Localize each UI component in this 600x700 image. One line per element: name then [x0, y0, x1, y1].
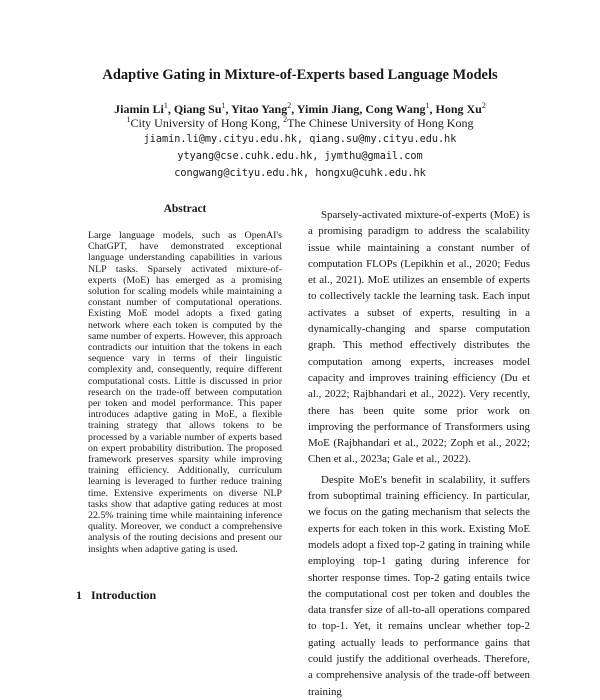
author: Yitao Yang$^2$ — [231, 101, 292, 116]
email-line: ytyang@cse.cuhk.edu.hk, jymthu@gmail.com — [177, 150, 423, 162]
paper-title: Adaptive Gating in Mixture-of-Experts based Language Models — [102, 67, 498, 83]
author: Yimin Jiang — [296, 102, 360, 116]
abstract-text: Large language models, such as OpenAI's ChatGPT, have demonstrated exceptional language understanding capabilities in various NLP tasks. Sparsely activated mixture-of-experts (MoE) has emerged as a promising solution for scaling models while maintaining a constant number of computational operations. Existing MoE model adopts a fixed gating network where each token is computed by the same number of experts. However, this approach contradicts our intuition that the tokens in each sequence vary in terms of their linguistic complexity and, consequently, require different computational costs. Little is discussed in prior research on the trade-off between computation per token and model performance. This paper introduces adaptive gating in MoE, a flexible training strategy that allows tokens to be processed by a variable number of experts based on expert probability distribution. The proposed framework preserves sparsity while improving training efficiency. Additionally, curriculum learning is leveraged to further reduce training time. Extensive experiments on diverse NLP tasks show that adaptive gating reduces at most 22.5% training time while maintaining inference quality. Moreover, we conduct a comprehensive analysis of the routing decisions and present our insights when adaptive gating is used. — [88, 230, 282, 555]
author-emails — [0, 132, 600, 182]
author: Jiamin Li$^1$ — [114, 101, 168, 116]
affiliations: $^1$City University of Hong Kong, $^2$The Chinese University of Hong Kong — [126, 115, 474, 130]
body-paragraph: Sparsely-activated mixture-of-experts (MoE) is a promising paradigm to address the scalability issue while maintaining a constant number of computation FLOPs (Lepikhin et al., 2020; Fedus et al., 2021). MoE utilizes an ensemble of experts to collectively tackle the learning task. Each input activates a subset of experts, resulting in a dynamically-changing and sparse computation graph. This method effectively distributes the computation among experts, increases model capacity and improves training efficiency (Du et al., 2022; Rajbhandari et al., 2022). Very recently, there has been quite some prior work on improving the performance of Transformers using MoE (Rajbhandari et al., 2022; Zoph et al., 2022; Chen et al., 2023a; Gale et al., 2022). — [308, 209, 530, 466]
author: Qiang Su$^1$ — [173, 101, 226, 116]
email-line: congwang@cityu.edu.hk, hongxu@cuhk.edu.hk — [174, 167, 426, 179]
author: Hong Xu$^2$ — [435, 101, 486, 116]
author-list: Jiamin Li$^1$, Qiang Su$^1$, Yitao Yang$^2$, Yimin Jiang, Cong Wang$^1$, Hong Xu$^2$ — [114, 101, 486, 116]
author: Cong Wang$^1$ — [365, 101, 430, 116]
intro-body-column — [308, 207, 530, 700]
email-line: jiamin.li@my.cityu.edu.hk, qiang.su@my.cityu.edu.hk — [143, 134, 457, 145]
body-paragraph: Despite MoE's benefit in scalability, it suffers from suboptimal training efficiency. In particular, we focus on the gating mechanism that selects the experts for each token in this work. Existing MoE models adopt a fixed top-2 gating in training while employing top-1 gating during inference for shorter response times. Top-2 gating entails twice the computational cost per token and doubles the data transfer size of all-to-all operations compared to top-1. Yet, it remains unclear whether top-2 gating actually leads to performance gains that could justify the additional overheads. Therefore, a comprehensive analysis of the trade-off between training — [308, 473, 530, 698]
introduction-heading: 1 Introduction — [76, 588, 157, 602]
abstract-heading: Abstract — [163, 203, 207, 215]
